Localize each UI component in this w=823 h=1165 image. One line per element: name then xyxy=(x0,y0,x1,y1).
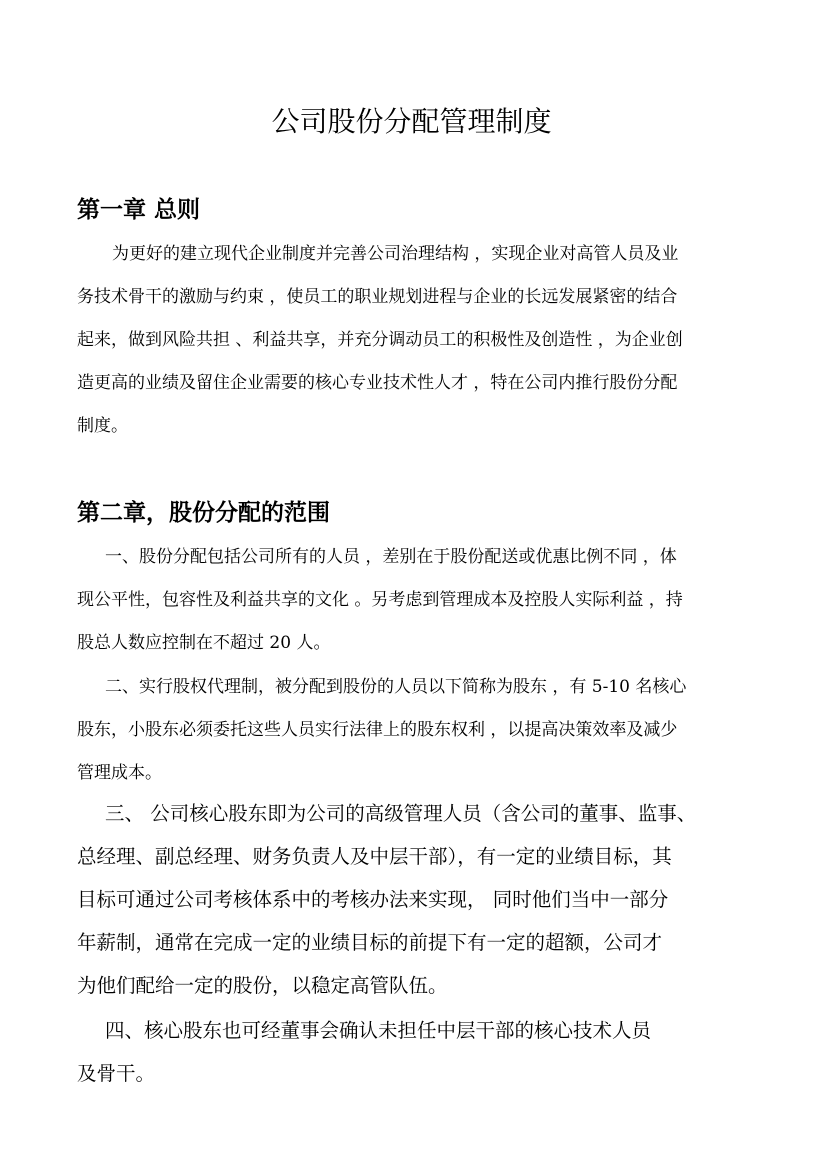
chapter2-p1-line: 股总人数应控制在不超过 20 人。 xyxy=(77,633,331,653)
chapter2-p2-line: 管理成本。 xyxy=(77,763,162,783)
chapter2-p3-line: 年薪制，通常在完成一定的业绩目标的前提下有一定的超额，公司才 xyxy=(77,931,663,954)
chapter1-line: 务技术骨干的激励与约束 ，使员工的职业规划进程与企业的长远发展紧密的结合 xyxy=(77,287,678,307)
chapter1-line: 制度。 xyxy=(77,416,128,436)
chapter2-p3-line: 三、 公司核心股东即为公司的高级管理人员（含公司的董事、监事、 xyxy=(105,802,697,825)
chapter1-line: 造更高的业绩及留住企业需要的核心专业技术性人才 ，特在公司内推行股份分配 xyxy=(77,373,678,393)
chapter2-p2-line: 股东，小股东必须委托这些人员实行法律上的股东权利 ，以提高决策效率及减少 xyxy=(77,720,678,740)
chapter2-p1-line: 现公平性，包容性及利益共享的文化 。另考虑到管理成本及控股人实际利益 ，持 xyxy=(77,590,683,610)
document-title: 公司股份分配管理制度 xyxy=(271,105,552,138)
chapter2-heading: 第二章，股份分配的范围 xyxy=(77,499,330,526)
chapter2-p2-line: 二、实行股权代理制，被分配到股份的人员以下简称为股东 ，有 5-10 名核心 xyxy=(105,677,687,697)
chapter1-line: 起来，做到风险共担 、利益共享，并充分调动员工的积极性及创造性 ，为企业创 xyxy=(77,330,683,350)
chapter2-p4-line: 及骨干。 xyxy=(77,1062,156,1085)
chapter1-line: 为更好的建立现代企业制度并完善公司治理结构 ，实现企业对高管人员及业 xyxy=(112,244,679,264)
chapter1-heading: 第一章 总则 xyxy=(77,196,201,223)
chapter2-p3-line: 目标可通过公司考核体系中的考核办法来实现， 同时他们当中一部分 xyxy=(77,888,669,911)
chapter2-p4-line: 四、核心股东也可经董事会确认未担任中层干部的核心技术人员 xyxy=(105,1019,652,1042)
chapter2-p1-line: 一、股份分配包括公司所有的人员 ，差别在于股份配送或优惠比例不同 ，体 xyxy=(105,547,677,567)
chapter2-p3-line: 为他们配给一定的股份，以稳定高管队伍。 xyxy=(77,974,448,997)
chapter2-p3-line: 总经理、副总经理、财务负责人及中层干部），有一定的业绩目标，其 xyxy=(77,845,672,868)
